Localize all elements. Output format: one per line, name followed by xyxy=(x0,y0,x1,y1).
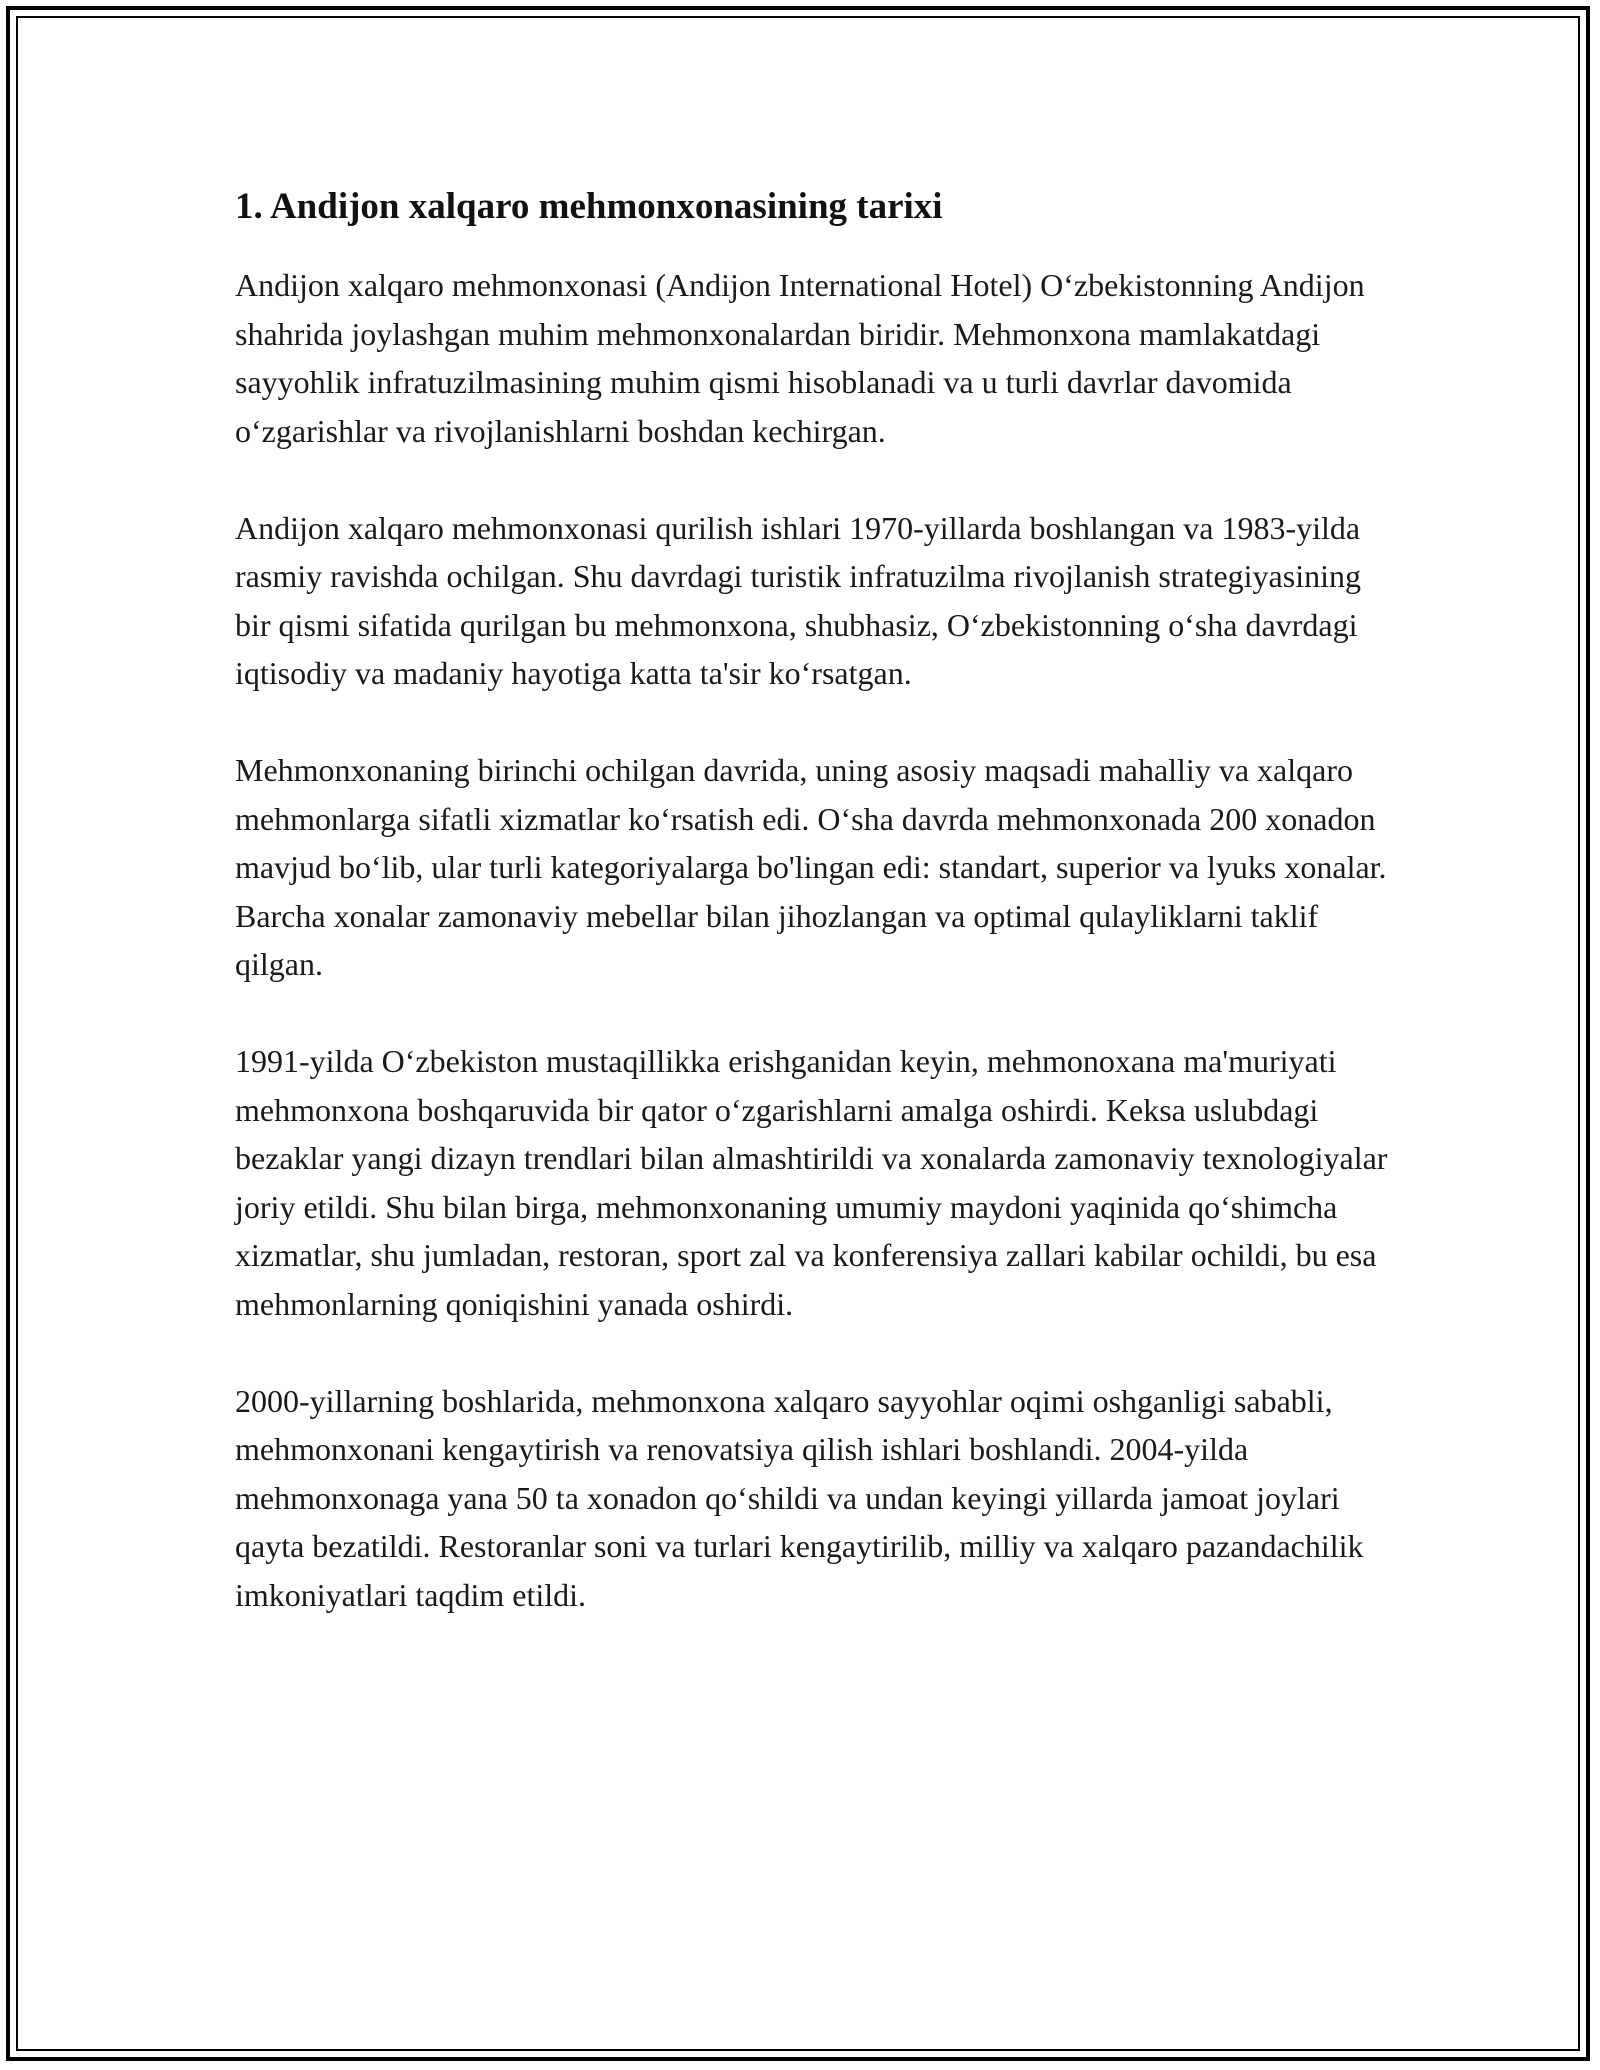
paragraph-construction: Andijon xalqaro mehmonxonasi qurilish ishlari 1970-yillarda boshlangan va 1983-yilda rasmiy ravishda ochilgan. Shu davrdagi turistik infratuzilma rivojlanish strategiyasining bir qismi sifatida qurilgan bu mehmonxona, shubhasiz, O‘zbekistonning o‘sha davrdagi iqtisodiy va madaniy hayotiga katta ta'sir ko‘rsatgan. xyxy=(235,509,1361,691)
document-title: 1. Andijon xalqaro mehmonxonasining tarixi xyxy=(235,186,943,227)
document-body xyxy=(235,183,1395,1668)
paragraph-intro: Andijon xalqaro mehmonxonasi (Andijon International Hotel) O‘zbekistonning Andijon shahrida joylashgan muhim mehmonxonalardan biridir. Mehmonxona mamlakatdagi sayyohlik infratuzilmasining muhim qismi hisoblanadi va u turli davrlar davomida o‘zgarishlar va rivojlanishlarni boshdan kechirgan. xyxy=(235,267,1365,449)
paragraph-independence: 1991-yilda O‘zbekiston mustaqillikka erishganidan keyin, mehmonoxana ma'muriyati mehmonxona boshqaruvida bir qator o‘zgarishlarni amalga oshirdi. Keksa uslubdagi bezaklar yangi dizayn trendlari bilan almashtirildi va xonalarda zamonaviy texnologiyalar joriy etildi. Shu bilan birga, mehmonxonaning umumiy maydoni yaqinida qo‘shimcha xizmatlar, shu jumladan, restoran, sport zal va konferensiya zallari kabilar ochildi, bu esa mehmonlarning qoniqishini yanada oshirdi. xyxy=(235,1043,1388,1322)
paragraph-expansion: 2000-yillarning boshlarida, mehmonxona xalqaro sayyohlar oqimi oshganligi sababli, mehmonxonani kengaytirish va renovatsiya qilish ishlari boshlandi. 2004-yilda mehmonxonaga yana 50 ta xonadon qo‘shildi va undan keyingi yillarda jamoat joylari qayta bezatildi. Restoranlar soni va turlari kengaytirilib, milliy va xalqaro pazandachilik imkoniyatlari taqdim etildi. xyxy=(235,1382,1364,1613)
paragraph-early-period: Mehmonxonaning birinchi ochilgan davrida, uning asosiy maqsadi mahalliy va xalqaro mehmonlarga sifatli xizmatlar ko‘rsatish edi. O‘sha davrda mehmonxonada 200 xonadon mavjud bo‘lib, ular turli kategoriyalarga bo'lingan edi: standart, superior va lyuks xonalar. Barcha xonalar zamonaviy mebellar bilan jihozlangan va optimal qulayliklarni taklif qilgan. xyxy=(235,752,1387,982)
